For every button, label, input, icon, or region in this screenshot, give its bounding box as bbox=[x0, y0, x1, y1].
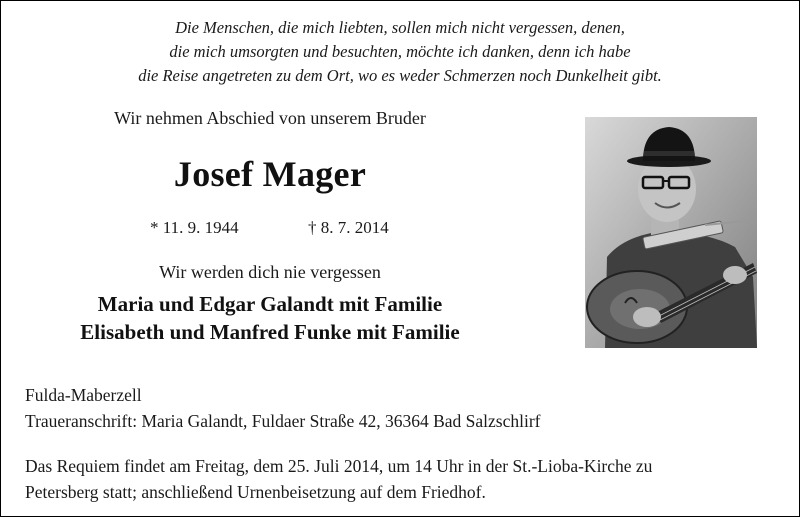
portrait-photo bbox=[585, 117, 757, 348]
mourner-family: Maria und Edgar Galandt mit Familie bbox=[97, 292, 443, 316]
poem-line: die Reise angetreten zu dem Ort, wo es weder Schmerzen noch Dunkelheit gibt. bbox=[138, 66, 662, 85]
poem-line: die mich umsorgten und besuchten, möchte ich danken, denn ich habe bbox=[169, 42, 631, 61]
mourner-family: Elisabeth und Manfred Funke mit Familie bbox=[80, 320, 460, 344]
requiem-line: Das Requiem findet am Freitag, dem 25. Juli 2014, um 14 Uhr in der St.-Lioba-Kirche zu bbox=[25, 456, 653, 476]
farewell-intro: Wir nehmen Abschied von unserem Bruder bbox=[114, 108, 426, 128]
condolence-address: Traueranschrift: Maria Galandt, Fuldaer Straße 42, 36364 Bad Salzschlirf bbox=[25, 411, 541, 431]
deceased-name: Josef Mager bbox=[173, 154, 367, 194]
portrait-illustration bbox=[585, 117, 757, 348]
birth-date: * 11. 9. 1944 bbox=[150, 218, 239, 237]
death-date: † 8. 7. 2014 bbox=[308, 218, 389, 237]
requiem-info bbox=[25, 453, 785, 505]
mourners-list bbox=[40, 290, 500, 346]
memorial-poem bbox=[20, 16, 780, 88]
place-of-residence: Fulda-Maberzell bbox=[25, 385, 142, 405]
requiem-line: Petersberg statt; anschließend Urnenbeisetzung auf dem Friedhof. bbox=[25, 482, 486, 502]
poem-line: Die Menschen, die mich liebten, sollen mich nicht vergessen, denen, bbox=[175, 18, 625, 37]
remembrance-line: Wir werden dich nie vergessen bbox=[159, 262, 381, 282]
